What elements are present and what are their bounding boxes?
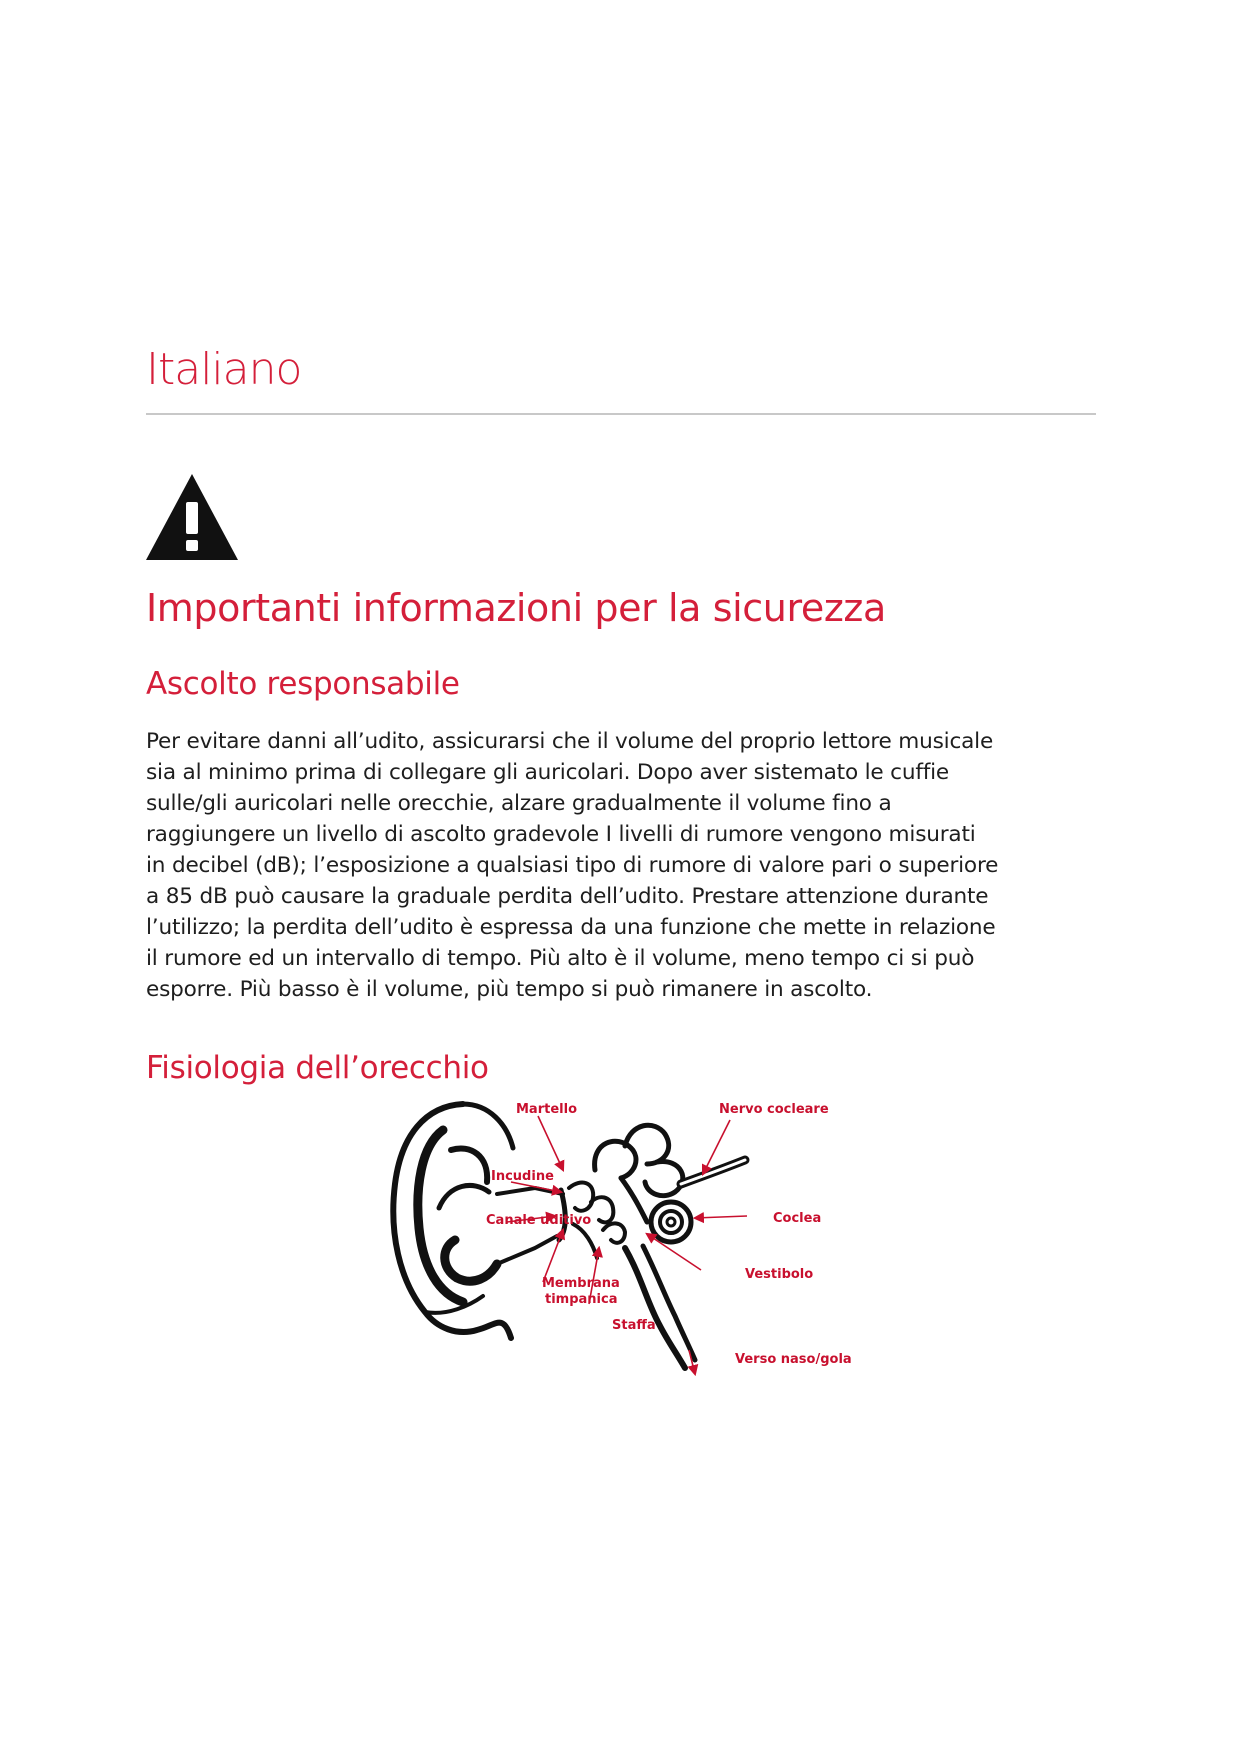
- label-timpanica: timpanica: [545, 1292, 618, 1307]
- section-title: Importanti informazioni per la sicurezza: [146, 586, 886, 630]
- paragraph-line: l’utilizzo; la perdita dell’udito è espressa da una funzione che mette in relazione: [146, 915, 996, 940]
- semicircular-canals-drawing: [595, 1125, 683, 1222]
- paragraph-line: Per evitare danni all’udito, assicurarsi che il volume del proprio lettore musicale: [146, 729, 994, 754]
- title-divider: [146, 413, 1096, 415]
- warning-triangle-icon: [144, 472, 240, 562]
- label-nervo-cocleare: Nervo cocleare: [719, 1102, 829, 1117]
- label-membrana: Membrana: [542, 1276, 620, 1291]
- subsection-physiology-title: Fisiologia dell’orecchio: [146, 1050, 489, 1086]
- label-martello: Martello: [516, 1102, 577, 1117]
- label-canale-uditivo: Canale uditivo: [486, 1213, 592, 1228]
- ear-anatomy-diagram: [385, 1098, 865, 1388]
- paragraph-line: in decibel (dB); l’esposizione a qualsiasi tipo di rumore di valore pari o superiore: [146, 853, 999, 878]
- paragraph-line: raggiungere un livello di ascolto gradevole I livelli di rumore vengono misurati: [146, 822, 976, 847]
- label-staffa: Staffa: [612, 1318, 656, 1333]
- label-vestibolo: Vestibolo: [745, 1267, 814, 1282]
- cochlea-drawing: [651, 1202, 691, 1242]
- language-title: Italiano: [146, 344, 302, 395]
- paragraph-line: sulle/gli auricolari nelle orecchie, alzare gradualmente il volume fino a: [146, 791, 892, 816]
- paragraph-line: a 85 dB può causare la graduale perdita dell’udito. Prestare attenzione durante: [146, 884, 989, 909]
- nerve-and-tube-drawing: [625, 1160, 745, 1368]
- paragraph-line: il rumore ed un intervallo di tempo. Più alto è il volume, meno tempo ci si può: [146, 946, 975, 971]
- label-incudine: Incudine: [491, 1169, 554, 1184]
- paragraph-line: sia al minimo prima di collegare gli auricolari. Dopo aver sistemato le cuffie: [146, 760, 950, 785]
- listening-paragraph: [146, 726, 1126, 1005]
- subsection-listening-title: Ascolto responsabile: [146, 666, 460, 702]
- label-coclea: Coclea: [773, 1211, 822, 1226]
- label-verso-naso-gola: Verso naso/gola: [735, 1352, 852, 1367]
- paragraph-line: esporre. Più basso è il volume, più tempo si può rimanere in ascolto.: [146, 977, 873, 1002]
